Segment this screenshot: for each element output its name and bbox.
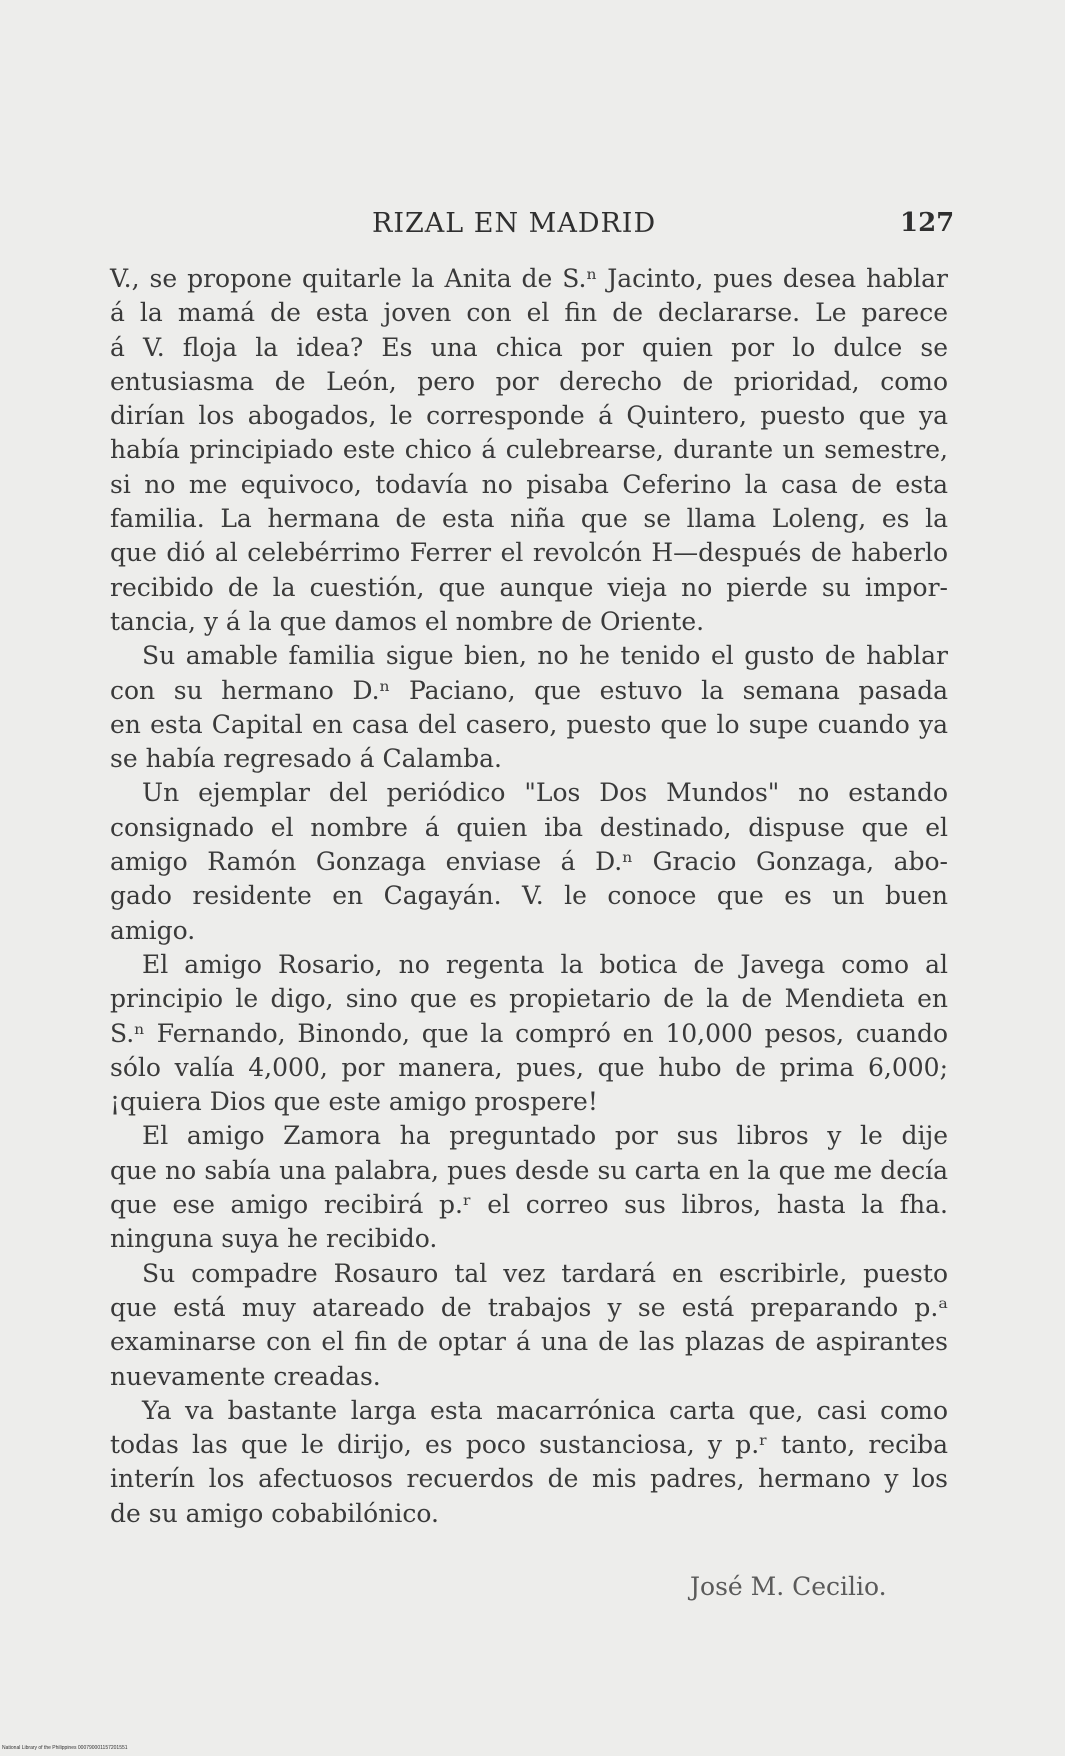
running-head: [0, 208, 1065, 248]
text-line: Ya va bastante larga esta macarrónica carta que, casi como: [142, 1395, 948, 1425]
text-line: á V. floja la idea? Es una chica por quien por lo dulce se: [110, 332, 948, 362]
text-line: de su amigo cobabilónico.: [110, 1498, 439, 1528]
text-line: gado residente en Cagayán. V. le conoce que es un buen: [110, 881, 948, 911]
text-line: si no me equivoco, todavía no pisaba Ceferino la casa de esta: [110, 469, 948, 499]
text-line: que ese amigo recibirá p.ʳ el correo sus libros, hasta la fha.: [110, 1190, 948, 1220]
text-line: interín los afectuosos recuerdos de mis padres, hermano y los: [110, 1464, 948, 1494]
text-line: que dió al celebérrimo Ferrer el revolcón H—después de haberlo: [110, 538, 948, 568]
text-line: ninguna suya he recibido.: [110, 1224, 438, 1254]
text-line: en esta Capital en casa del casero, puesto que lo supe cuando ya: [110, 709, 948, 739]
text-line: S.ⁿ Fernando, Binondo, que la compró en 10,000 pesos, cuando: [110, 1018, 948, 1048]
page-title: RIZAL EN MADRID: [372, 208, 657, 239]
text-line: V., se propone quitarle la Anita de S.ⁿ Jacinto, pues desea hablar: [110, 264, 948, 293]
text-line: principio le digo, sino que es propietario de la de Mendieta en: [110, 984, 948, 1014]
signature: José M. Cecilio.: [690, 1572, 887, 1601]
letter-body: [110, 262, 948, 1531]
text-line: con su hermano D.ⁿ Paciano, que estuvo la semana pasada: [110, 675, 948, 705]
text-line: recibido de la cuestión, que aunque vieja no pierde su impor-: [110, 572, 948, 602]
text-line: se había regresado á Calamba.: [110, 744, 503, 774]
text-line: El amigo Rosario, no regenta la botica de Javega como al: [142, 949, 948, 979]
page-number: 127: [900, 208, 955, 238]
text-line: Un ejemplar del periódico "Los Dos Mundos" no estando: [142, 778, 948, 808]
text-line: amigo.: [110, 915, 196, 945]
text-line: Su compadre Rosauro tal vez tardará en escribirle, puesto: [142, 1258, 948, 1288]
text-line: que no sabía una palabra, pues desde su carta en la que me decía: [110, 1155, 948, 1185]
text-line: dirían los abogados, le corresponde á Quintero, puesto que ya: [110, 401, 948, 431]
footer-credit: National Library of the Philippines 000790001157201551: [2, 1745, 128, 1751]
text-line: ¡quiera Dios que este amigo prospere!: [110, 1087, 598, 1117]
text-line: que está muy atareado de trabajos y se está preparando p.ᵃ: [110, 1292, 948, 1322]
text-line: todas las que le dirijo, es poco sustanciosa, y p.ʳ tanto, reciba: [110, 1430, 948, 1460]
text-line: consignado el nombre á quien iba destinado, dispuse que el: [110, 812, 948, 842]
text-line: Su amable familia sigue bien, no he tenido el gusto de hablar: [142, 641, 948, 671]
text-line: entusiasma de León, pero por derecho de prioridad, como: [110, 366, 948, 396]
text-line: amigo Ramón Gonzaga enviase á D.ⁿ Gracio Gonzaga, abo-: [110, 847, 948, 877]
text-line: examinarse con el fin de optar á una de las plazas de aspirantes: [110, 1327, 948, 1357]
text-line: nuevamente creadas.: [110, 1361, 381, 1391]
text-line: El amigo Zamora ha preguntado por sus libros y le dije: [142, 1121, 948, 1151]
text-line: tancia, y á la que damos el nombre de Oriente.: [110, 606, 705, 636]
text-line: sólo valía 4,000, por manera, pues, que hubo de prima 6,000;: [110, 1052, 948, 1082]
text-line: familia. La hermana de esta niña que se llama Loleng, es la: [110, 504, 948, 534]
text-line: á la mamá de esta joven con el fin de declararse. Le parece: [110, 298, 948, 328]
text-line: había principiado este chico á culebrearse, durante un semestre,: [110, 435, 948, 465]
